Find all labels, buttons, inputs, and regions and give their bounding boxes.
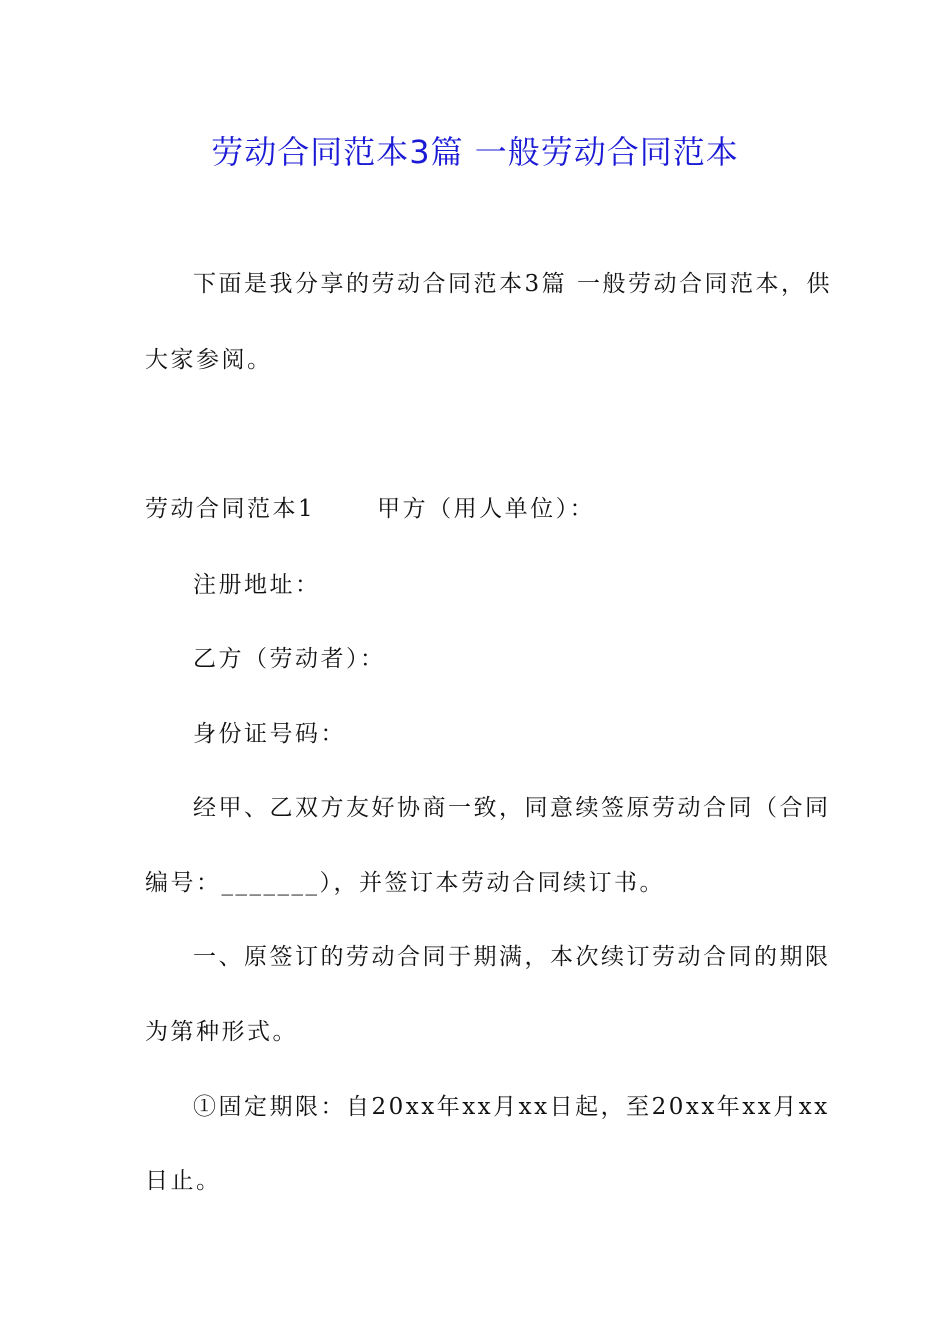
document-title: 劳动合同范本3篇 一般劳动合同范本 (211, 133, 739, 171)
clause-1-line-2: 为第种形式。 (145, 1019, 298, 1045)
registered-address-label: 注册地址： (193, 572, 321, 598)
party-a-label: 甲方（用人单位）： (377, 496, 596, 522)
fixed-term-line-1: ①固定期限：自20xx年xx月xx日起，至20xx年xx月xx (193, 1094, 830, 1120)
party-b-label: 乙方（劳动者）： (193, 646, 386, 672)
intro-paragraph-line-2: 大家参阅。 (145, 347, 273, 373)
fixed-term-line-2: 日止。 (145, 1168, 222, 1194)
section-heading-row (145, 493, 595, 525)
agreement-paragraph-line-1: 经甲、乙双方友好协商一致，同意续签原劳动合同（合同 (193, 795, 831, 821)
agreement-paragraph-line-2: 编号：_______），并签订本劳动合同续订书。 (145, 870, 665, 896)
section-heading: 劳动合同范本1 (145, 496, 316, 522)
intro-paragraph-line-1: 下面是我分享的劳动合同范本3篇 一般劳动合同范本，供 (193, 271, 832, 297)
id-number-label: 身份证号码： (193, 721, 346, 747)
clause-1-line-1: 一、原签订的劳动合同于期满，本次续订劳动合同的期限 (193, 944, 831, 970)
